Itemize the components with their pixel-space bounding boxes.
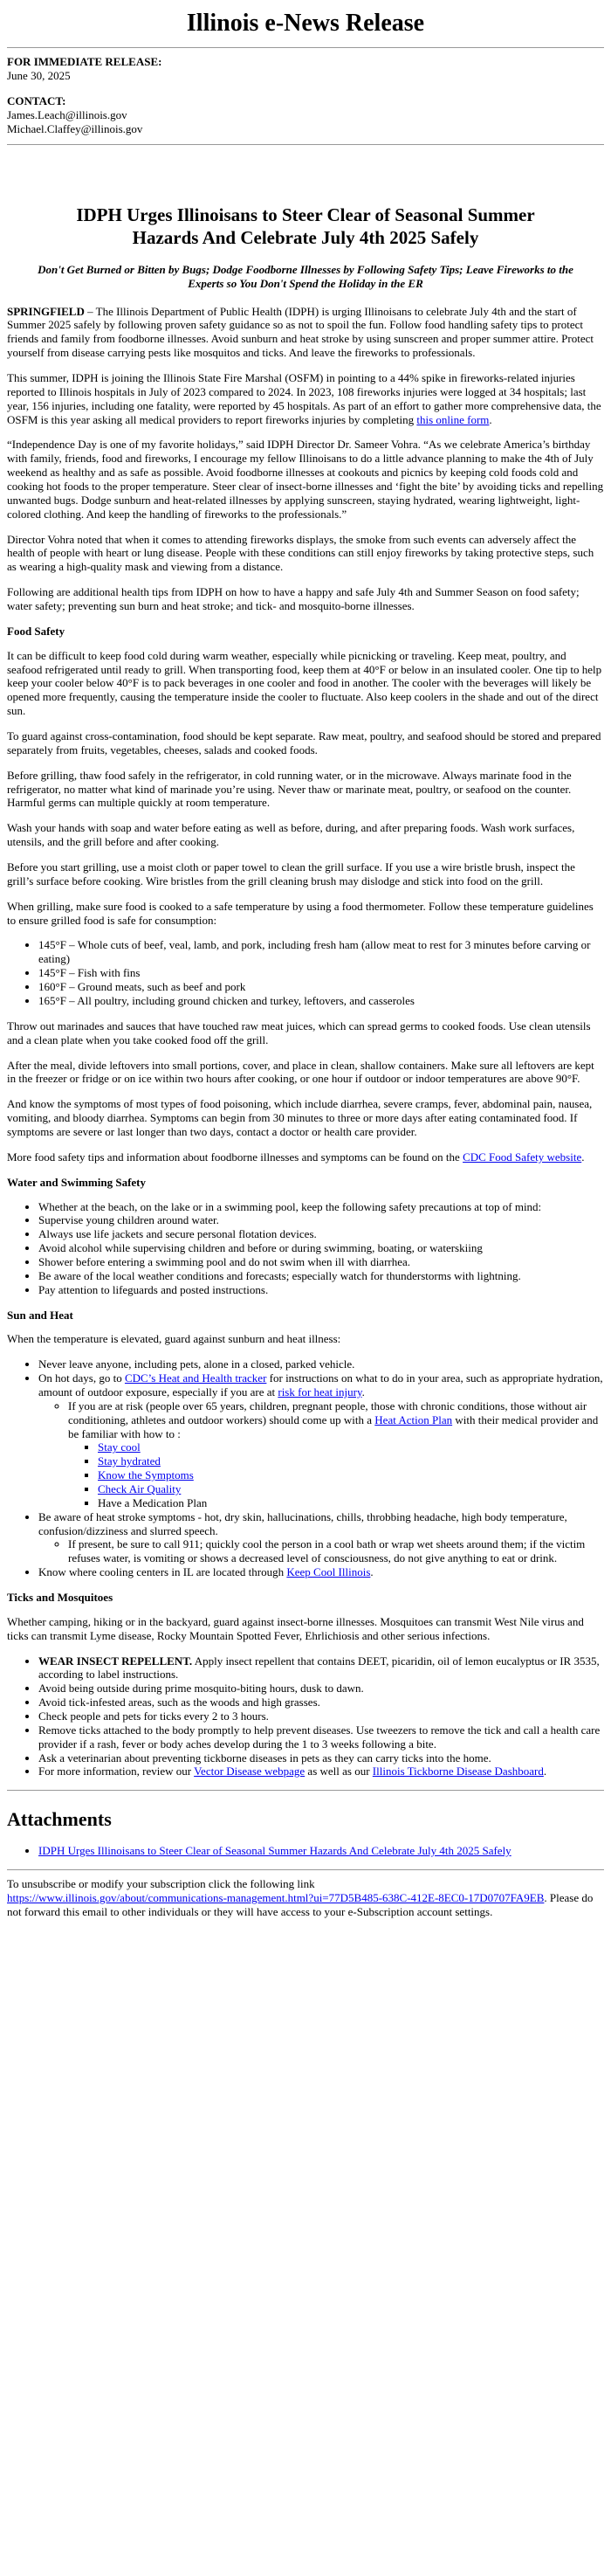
meta-divider: [7, 144, 604, 145]
list-item: • WEAR INSECT REPELLENT. Apply insect repellent that contains DEET, picaridin, oil of lemon eucalyptus or IR 3535, according to label instructions.: [38, 1654, 604, 1682]
air-quality-link[interactable]: Check Air Quality: [98, 1481, 182, 1495]
list-item: • Avoid alcohol while supervising children and before or during swimming, boating, or waterskiing: [38, 1241, 604, 1255]
list-item: • Shower before entering a swimming pool and do not swim when ill with diarrhea.: [38, 1255, 604, 1269]
fireworks-paragraph: This summer, IDPH is joining the Illinois State Fire Marshal (OSFM) in pointing to a 44% spike in fireworks-related injuries reported to Illinois hospitals in July of 2023 compared to 2024. In 2023, 108 fireworks injuries were logged at 34 hospitals; last year, 156 injuries, including one fatality, were reported by 45 hospitals. As part of an effort to gather more comprehensive data, the OSFM is this year asking all medical providers to report fireworks injuries by completing this online form.: [7, 370, 601, 426]
list-item: • Check people and pets for ticks every 2 to 3 hours.: [38, 1709, 604, 1723]
paragraph: Before grilling, thaw food safely in the refrigerator, in cold running water, or in the microwave. Always marinate food in the refrigerator, no matter what kind of marinade you’re using. Never thaw or marinate meat, poultry, or seafood on the counter. Harmful germs can multiple quickly at room temperature.: [7, 768, 572, 810]
online-form-link[interactable]: this online form: [416, 412, 490, 426]
director-quote: “Independence Day is one of my favorite holidays,” said IDPH Director Dr. Sameer Vohra. “As we celebrate America’s birthday with family, friends, food and fireworks, I encourage my fellow Illinoisans to do a little advance planning to make the 4th of July weekend as healthy and as safe as possible. Avoid foodborne illnesses at cookouts and picnics by keeping cold foods cold and cooking hot foods to the proper temperature. Steer clear of insect-borne illnesses and ‘fight the bite’ by avoiding ticks and repelling unwanted bugs. Dodge sunburn and heat-related illnesses by applying sunscreen, staying hydrated, wearing lightweight, light-colored clothing. And keep the handling of fireworks to the professionals.”: [7, 438, 604, 521]
attachments-divider: [7, 1790, 604, 1791]
email-body: [0, 9, 611, 1928]
list-item: [98, 1454, 604, 1468]
paragraph: After the meal, divide leftovers into small portions, cover, and place in clean, shallow containers. Make sure all leftovers are kept in the freezer or fridge or on ice within two hours after cooking, or one hour if outdoor or indoor temperatures are above 90°F.: [7, 1058, 594, 1086]
contact-email: Michael.Claffey@illinois.gov: [7, 121, 143, 135]
paragraph: Wash your hands with soap and water before eating as well as before, during, and after preparing foods. Wash work surfaces, utensils, and the grill before and after cooking.: [7, 821, 575, 849]
release-meta: [7, 55, 604, 135]
list-item: [98, 1440, 604, 1454]
keep-cool-link[interactable]: Keep Cool Illinois: [286, 1565, 371, 1579]
attachments-list: [7, 1844, 604, 1858]
list-item: • 145°F – Fish with fins: [38, 966, 604, 980]
stay-cool-link[interactable]: Stay cool: [98, 1440, 141, 1454]
list-item: [38, 1844, 604, 1858]
list-item: [98, 1482, 604, 1496]
list-item: • Be aware of heat stroke symptoms - hot, dry skin, hallucinations, chills, throbbing headache, high body temperature, confusion/dizziness and slurred speech. ◦ If present, be sure to call 911; quickly cool the person in a cool bath or wrap wet sheets around them; if the victim refuses water, is vomiting or shows a decreased level of consciousness, do not give anything to eat or drink.: [38, 1510, 604, 1565]
press-subhead: Don't Get Burned or Bitten by Bugs; Dodge Foodborne Illnesses by Following Safety Tips; Leave Fireworks to the Experts so You Don't Spend the Holiday in the ER: [38, 262, 573, 290]
paragraph: When grilling, make sure food is cooked to a safe temperature by using a food thermometer. Follow these temperature guidelines to ensure grilled food is safe for consumption:: [7, 899, 594, 927]
heat-action-plan-link[interactable]: Heat Action Plan: [374, 1412, 453, 1426]
know-symptoms-link[interactable]: Know the Symptoms: [98, 1468, 194, 1482]
list-item: • 160°F – Ground meats, such as beef and pork: [38, 980, 604, 994]
list-item: • Remove ticks attached to the body promptly to help prevent diseases. Use tweezers to remove the tick and call a health care provider if a rash, fever or body aches develop during the 1 to 3 weeks following a bite.: [38, 1723, 604, 1751]
paragraph: Throw out marinades and sauces that have touched raw meat juices, which can spread germs to cooked foods. Use clean utensils and a clean plate when you take cooked food off the grill.: [7, 1019, 591, 1046]
tickborne-dashboard-link[interactable]: Illinois Tickborne Disease Dashboard: [372, 1765, 544, 1778]
masthead-title: Illinois e-News Release: [186, 10, 425, 37]
ticks-list: [7, 1654, 604, 1779]
press-headline: IDPH Urges Illinoisans to Steer Clear of Seasonal Summer Hazards And Celebrate July 4th 2025 Safely: [76, 204, 535, 248]
paragraph: To guard against cross-contamination, food should be kept separate. Raw meat, poultry, and seafood should be stored and prepared separately from fruits, vegetables, cheeses, salads and cooked foods.: [7, 729, 601, 756]
list-item: • Pay attention to lifeguards and posted instructions.: [38, 1283, 604, 1297]
list-item: ◦ If you are at risk (people over 65 years, children, pregnant people, those with chronic conditions, those without air conditioning, athletes and outdoor workers) should come up with a Heat Action Plan with their medical provider and be familiar with how to : ▪ Stay cool ▪ Stay hydrated ▪ Know the Symptoms ▪ Check Air Quality ▪ Have a Medication Plan: [68, 1399, 604, 1510]
stay-hydrated-link[interactable]: Stay hydrated: [98, 1454, 161, 1468]
list-item: • 165°F – All poultry, including ground chicken and turkey, leftovers, and casseroles: [38, 994, 604, 1008]
release-label: FOR IMMEDIATE RELEASE:: [7, 55, 162, 69]
water-safety-list: [7, 1200, 604, 1297]
contact-email: James.Leach@illinois.gov: [7, 107, 127, 121]
tips-intro: Following are additional health tips from IDPH on how to have a happy and safe July 4th and Summer Season on food safety; water safety; preventing sun burn and heat stroke; and tick- and mosquito-borne illnesses.: [7, 585, 580, 613]
paragraph: More food safety tips and information about foodborne illnesses and symptoms can be found on the CDC Food Safety website.: [7, 1150, 585, 1164]
ticks-mosquitoes-heading: Ticks and Mosquitoes: [7, 1591, 113, 1604]
attachments-heading: Attachments: [7, 1808, 112, 1831]
list-item: • Supervise young children around water.: [38, 1213, 604, 1227]
list-item: • Avoid being outside during prime mosquito-biting hours, dusk to dawn.: [38, 1682, 604, 1695]
list-item: • For more information, review our Vector Disease webpage as well as our Illinois Tickborne Disease Dashboard.: [38, 1765, 604, 1778]
contact-label: CONTACT:: [7, 93, 66, 107]
cdc-food-safety-link[interactable]: CDC Food Safety website: [463, 1150, 582, 1164]
unsubscribe-paragraph: https://www.illinois.gov/about/communications-management.html?ui=77D5B485-638C-412E-8EC0-17D0707FA9EB. Please do not forward this email to other individuals or they will have access to your e-Subscription account settings.: [7, 1890, 594, 1918]
heat-tracker-link[interactable]: CDC’s Heat and Health tracker: [124, 1371, 267, 1385]
water-safety-heading: Water and Swimming Safety: [7, 1175, 147, 1189]
sun-heat-heading: Sun and Heat: [7, 1308, 73, 1322]
list-item: • Always use life jackets and secure personal flotation devices.: [38, 1227, 604, 1241]
list-item: [98, 1468, 604, 1482]
risk-sublist: [38, 1399, 604, 1510]
food-safety-heading: Food Safety: [7, 624, 65, 638]
list-item: • Whether at the beach, on the lake or in a swimming pool, keep the following safety precautions at top of mind:: [38, 1200, 604, 1214]
list-item: ◦ If present, be sure to call 911; quickly cool the person in a cool bath or wrap wet sheets around them; if the victim refuses water, is vomiting or shows a decreased level of consciousness, do not give anything to eat or drink.: [68, 1537, 604, 1565]
list-item: • On hot days, go to CDC’s Heat and Health tracker for instructions on what to do in your area, such as appropriate hydration, amount of outdoor exposure, especially if you are at risk for heat injury. ◦ If you are at risk (people over 65 years, children, pregnant people, those with chronic conditions, those without air conditioning, athletes and outdoor workers) should come up with a Heat Action Plan with their medical provider and be familiar with how to : ▪ Stay cool ▪ Stay hydrated ▪ Know the Symptoms ▪ Check Air Quality ▪ Have a Medication Plan: [38, 1371, 604, 1510]
sun-heat-list: [7, 1357, 604, 1579]
list-item: • Be aware of the local weather conditions and forecasts; especially watch for thunderstorms with lightning.: [38, 1269, 604, 1283]
vector-disease-link[interactable]: Vector Disease webpage: [194, 1765, 306, 1778]
release-date: June 30, 2025: [7, 69, 71, 83]
paragraph: It can be difficult to keep food cold during warm weather, especially while picnicking or traveling. Keep meat, poultry, and seafood refrigerated until ready to grill. When transporting food, keep them at 40°F or below in an insulated cooler. One tip to help keep your cooler below 40°F is to pack beverages in one cooler and food in another. The cooler with the beverages will likely be opened more frequently, causing the temperature inside the cooler to fluctuate. Also keep coolers in the shade and out of the direct sun.: [7, 648, 602, 718]
list-item: • Ask a veterinarian about preventing tickborne diseases in pets as they can carry ticks into the home.: [38, 1751, 604, 1765]
unsubscribe-text: To unsubscribe or modify your subscription click the following link: [7, 1877, 315, 1890]
list-item: • 145°F – Whole cuts of beef, veal, lamb, and pork, including fresh ham (allow meat to rest for 3 minutes before carving or eating): [38, 938, 604, 966]
list-item: • Never leave anyone, including pets, alone in a closed, parked vehicle.: [38, 1357, 604, 1371]
heat-injury-link[interactable]: risk for heat injury: [278, 1385, 362, 1398]
paragraph: Before you start grilling, use a moist cloth or paper towel to clean the grill surface. If you use a wire bristle brush, inspect the grill’s surface before cooking. Wire bristles from the grill cleaning brush may dislodge and stick into food on the grill.: [7, 860, 575, 887]
paragraph: Whether camping, hiking or in the backyard, guard against insect-borne illnesses. Mosquitoes can transmit West Nile virus and ticks can transmit Lyme disease, Rocky Mountain Spotted Fever, Ehrlichiosis and other serious infections.: [7, 1614, 584, 1642]
temperature-list: [7, 938, 604, 1007]
dateline: SPRINGFIELD: [7, 304, 85, 318]
plan-sublist: [68, 1440, 604, 1509]
intro-paragraph: SPRINGFIELD – The Illinois Department of Public Health (IDPH) is urging Illinoisans to celebrate July 4th and the start of Summer 2025 safely by following proven safety guidance so as not to spoil the fun. Follow food handling safety tips to protect friends and family from foodborne illnesses. Avoid sunburn and heat stroke by using sunscreen and proper summer attire. Protect yourself from disease carrying pests like mosquitos and ticks. And leave the fireworks to professionals.: [7, 304, 594, 360]
paragraph: When the temperature is elevated, guard against sunburn and heat illness:: [7, 1332, 341, 1346]
heat-stroke-sublist: [38, 1537, 604, 1565]
list-item: • Avoid tick-infested areas, such as the woods and high grasses.: [38, 1695, 604, 1709]
list-item: • Know where cooling centers in IL are located through Keep Cool Illinois.: [38, 1565, 604, 1579]
footer: [7, 1877, 604, 1919]
smoke-paragraph: Director Vohra noted that when it comes to attending fireworks displays, the smoke from such events can adversely affect the health of people with heart or lung disease. People with these conditions can still enjoy fireworks by taking protective steps, such as wearing a high-quality mask and viewing from a distance.: [7, 532, 594, 574]
attachment-link[interactable]: IDPH Urges Illinoisans to Steer Clear of Seasonal Summer Hazards And Celebrate July 4th 2025 Safely: [38, 1844, 511, 1858]
footer-divider: [7, 1869, 604, 1870]
list-item: ▪ Have a Medication Plan: [98, 1496, 604, 1510]
unsubscribe-link[interactable]: https://www.illinois.gov/about/communications-management.html?ui=77D5B485-638C-412E-8EC0-17D0707FA9EB: [7, 1890, 545, 1904]
paragraph: And know the symptoms of most types of food poisoning, which include diarrhea, severe cramps, fever, abdominal pain, nausea, vomiting, and bloody diarrhea. Symptoms can begin from 30 minutes to three or more days after eating contaminated food. If symptoms are severe or last longer than two days, contact a doctor or health care provider.: [7, 1097, 593, 1138]
masthead-divider: [7, 47, 604, 48]
